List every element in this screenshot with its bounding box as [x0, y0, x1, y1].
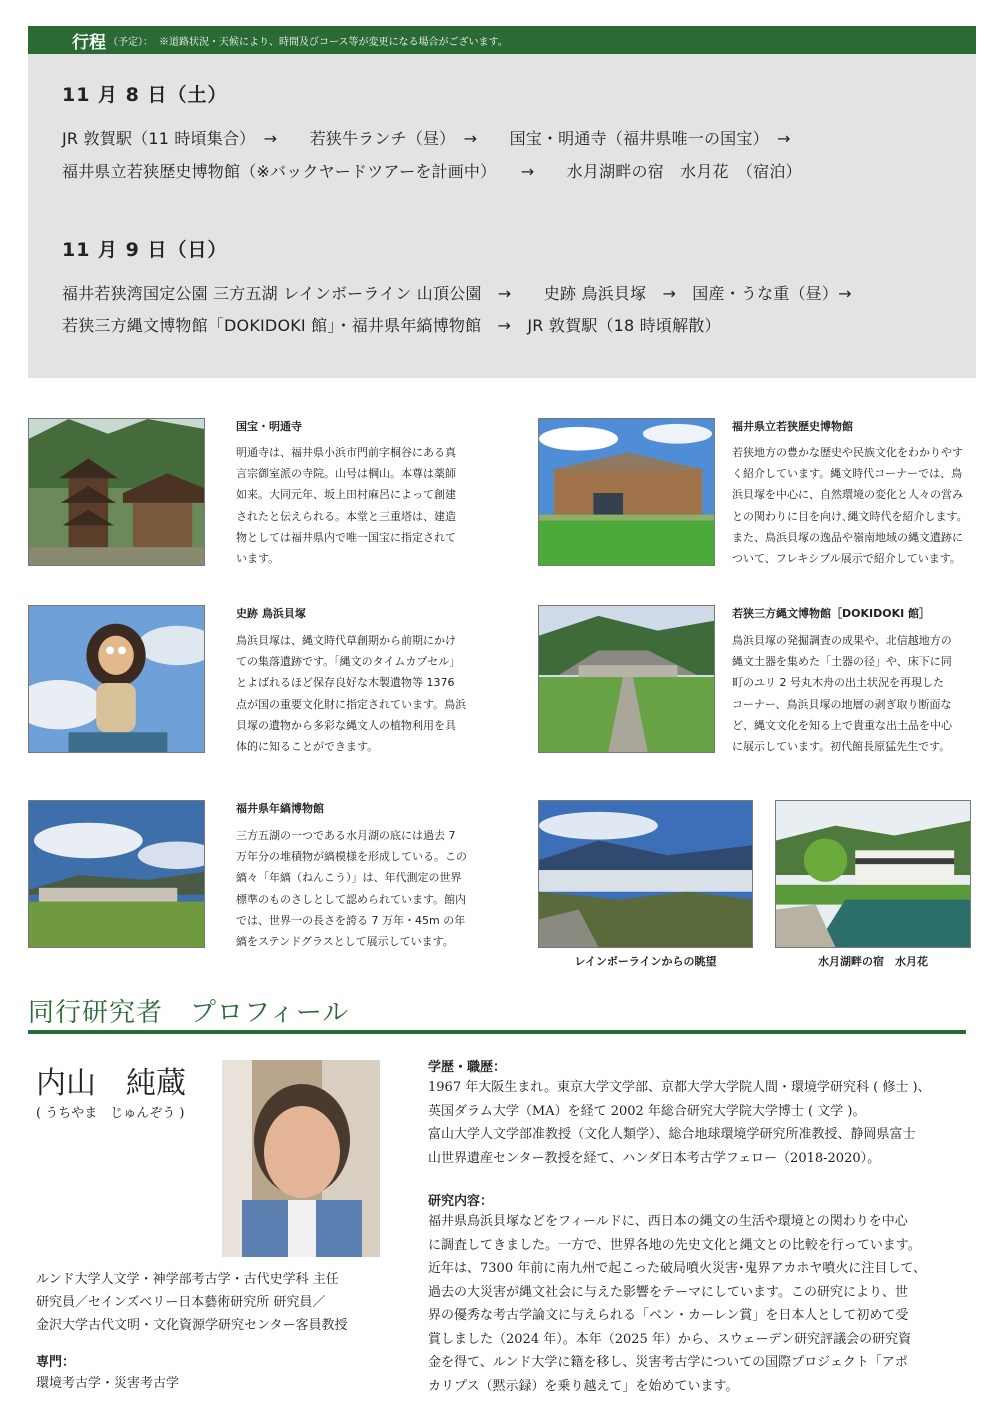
wakasa-museum-photo	[538, 418, 715, 566]
place-desc-wakasa-museum: 若狭地方の豊かな歴史や民族文化をわかりやす く紹介しています。縄文時代コーナーでは、鳥 浜貝塚を中心に、自然環境の変化と人々の営み との関わりに目を向け､縄文時代を紹介します。 また、鳥浜貝塚の逸品や嶺南地域の縄文遺跡に ついて、フレキシブル展示で紹介しています。	[732, 446, 968, 566]
place-title-dokidoki: 若狭三方縄文博物館［DOKIDOKI 館］	[732, 607, 931, 620]
torihama-photo	[28, 605, 205, 753]
place-desc-myotsuji: 明通寺は、福井県小浜市門前字桐谷にある真 言宗御室派の寺院。山号は棡山。本尊は薬師 如来。大同元年、坂上田村麻呂によって創建 されたと伝えられる。本堂と三重塔は、建造 物としては福井県内で唯一国宝に指定されて います。	[236, 446, 456, 566]
caption-suigetsuka-inn: 水月湖畔の宿 水月花	[818, 955, 928, 968]
caption-rainbow-line: レインボーラインからの眺望	[574, 955, 717, 968]
place-desc-varve-museum: 三方五湖の一つである水月湖の底には過去 7 万年分の堆積物が縞模様を形成している。この 縞々「年縞（ねんこう）」は、年代測定の世界 標準のものさしとして認められています。館内 では、世界一の長さを誇る 7 万年・45m の年 縞をステンドグラスとして展示しています。	[236, 829, 467, 949]
career-label: 学歴・職歴：	[428, 1060, 507, 1075]
researcher-name-kana: ( うちやま じゅんぞう )	[36, 1106, 185, 1121]
place-title-varve-museum: 福井県年縞博物館	[236, 802, 324, 815]
itinerary-title: 行程	[72, 32, 106, 53]
research-text: 福井県鳥浜貝塚などをフィールドに、西日本の縄文の生活や環境との関わりを中心 に調査してきました。一方で、世界各地の先史文化と縄文との比較を行っています。 近年は、7300 年前に南九州で起こった破局噴火災害･鬼界アカホヤ噴火に注目して、 過去の大災害が縄文社会に与えた影響をテーマにしています。この研究により、世 界の優秀な考古学論文に与えられる「ベン・カーレン賞」を日本人として初めて受 賞しました（2024 年）。本年（2025 年）から、スウェーデン研究評議会の研究資 金を得て、ルンド大学に籍を移し、災害考古学についての国際プロジェクト「アポ カリプス（黙示録）を乗り越えて」を始めています。	[428, 1214, 927, 1394]
specialty-value: 環境考古学・災害考古学	[36, 1376, 180, 1391]
research-label: 研究内容：	[428, 1194, 494, 1209]
place-desc-dokidoki: 鳥浜貝塚の発掘調査の成果や、北信越地方の 縄文土器を集めた「土器の径」や、床下に同 町のユリ 2 号丸木舟の出土状況を再現した コーナー、鳥浜貝塚の地層の剥ぎ取り断面な ど、縄文文化を知る上で貴重な出土品を中心 に展示しています。初代館長原猛先生です。	[732, 634, 952, 754]
day2-route-line2: 若狭三方縄文博物館「DOKIDOKI 館」・福井県年縞博物館 → JR 敦賀駅（18 時頃解散）	[62, 316, 721, 335]
day1-route-line1: JR 敦賀駅（11 時頃集合） → 若狭牛ランチ（昼） → 国宝・明通寺（福井県唯一の国宝） →	[62, 129, 791, 148]
suigetsuka-inn-photo	[775, 800, 971, 948]
career-text: 1967 年大阪生まれ。東京大学文学部、京都大学大学院人間・環境学研究科 ( 修士 )、 英国ダラム大学（MA）を経て 2002 年総合研究大学院大学博士 ( 文学 )。 富山大学人文学部准教授（文化人類学）、総合地球環境学研究所准教授、静岡県富士 山世界遺産センター教授を経て、ハンダ日本考古学フェロー（2018-2020）。	[428, 1080, 931, 1166]
day2-route-line1: 福井若狭湾国定公園 三方五湖 レインボーライン 山頂公園 → 史跡 鳥浜貝塚 → 国産・うな重（昼）→	[62, 284, 852, 303]
place-title-wakasa-museum: 福井県立若狭歴史博物館	[732, 420, 853, 433]
itinerary-subtitle: （予定）：	[108, 36, 153, 48]
researcher-affiliation: ルンド大学人文学・神学部考古学・古代史学科 主任 研究員／セインズベリー日本藝術研究所 研究員／ 金沢大学古代文明・文化資源学研究センター客員教授	[36, 1272, 348, 1333]
profile-divider	[28, 1030, 966, 1034]
place-title-torihama: 史跡 鳥浜貝塚	[236, 607, 306, 620]
day2-title: 11 月 9 日（日）	[62, 239, 228, 261]
itinerary-note: ※道路状況・天候により、時間及びコース等が変更になる場合がございます。	[159, 36, 508, 48]
day1-route-line2: 福井県立若狭歴史博物館（※バックヤードツアーを計画中） → 水月湖畔の宿 水月花 （宿泊）	[62, 162, 802, 181]
profile-section-title: 同行研究者 プロフィール	[28, 998, 350, 1028]
rainbow-line-photo	[538, 800, 753, 948]
specialty-label: 専門：	[36, 1355, 76, 1370]
varve-museum-photo	[28, 800, 205, 948]
dokidoki-museum-photo	[538, 605, 715, 753]
place-title-myotsuji: 国宝・明通寺	[236, 420, 302, 433]
researcher-name: 内山 純蔵	[36, 1066, 186, 1101]
itinerary-header	[28, 26, 976, 54]
place-desc-torihama: 鳥浜貝塚は、縄文時代草創期から前期にかけ ての集落遺跡です。「縄文のタイムカプセル」 とよばれるほど保存良好な木製遺物等 1376 点が国の重要文化財に指定されています。鳥浜 貝塚の遺物から多彩な縄文人の植物利用を具 体的に知ることができます。	[236, 634, 467, 754]
researcher-portrait	[222, 1060, 380, 1257]
day1-title: 11 月 8 日（土）	[62, 84, 228, 106]
myotsuji-photo	[28, 418, 205, 566]
